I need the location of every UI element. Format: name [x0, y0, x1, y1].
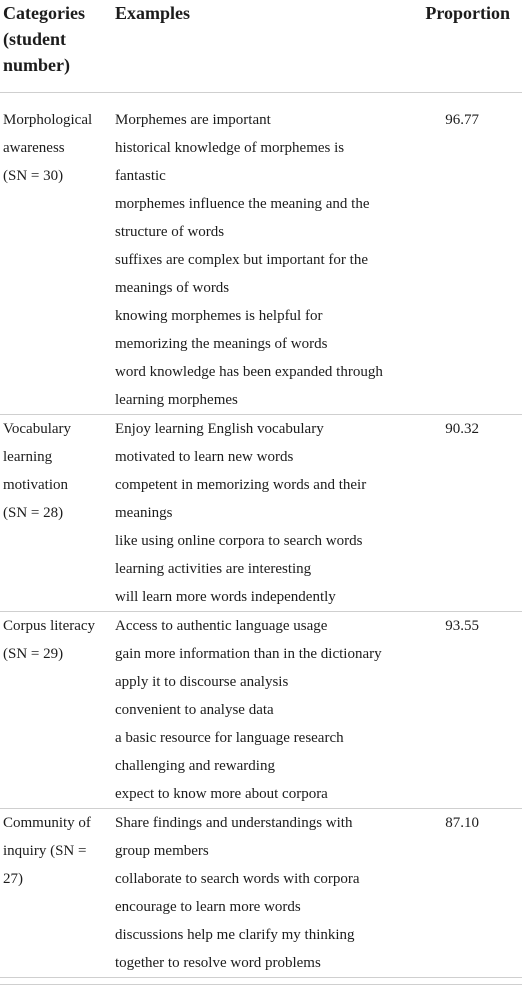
example-line: motivated to learn new words — [115, 449, 294, 465]
category-line: learning — [3, 449, 53, 465]
examples-cell — [115, 612, 415, 808]
example-line: meanings of words — [115, 280, 230, 296]
table-row — [0, 106, 522, 415]
category-line: (SN = 30) — [3, 168, 64, 184]
example-line: gain more information than in the dictionary — [115, 646, 382, 662]
example-line: memorizing the meanings of words — [115, 336, 328, 352]
example-line: expect to know more about corpora — [115, 786, 328, 802]
category-cell — [3, 106, 111, 190]
proportion-cell: 93.55 — [445, 618, 479, 634]
proportion-cell: 90.32 — [445, 421, 479, 437]
proportion-cell: 87.10 — [445, 815, 479, 831]
table-row — [0, 415, 522, 612]
example-line: encourage to learn more words — [115, 899, 301, 915]
category-line: Community of — [3, 815, 91, 831]
example-line: word knowledge has been expanded through — [115, 364, 383, 380]
example-line: challenging and rewarding — [115, 758, 275, 774]
header-proportion: Proportion — [425, 3, 510, 23]
category-line: Morphological — [3, 112, 93, 128]
example-line: structure of words — [115, 224, 225, 240]
examples-cell — [115, 809, 415, 977]
example-line: Access to authentic language usage — [115, 618, 328, 634]
example-line: morphemes influence the meaning and the — [115, 196, 370, 212]
example-line: will learn more words independently — [115, 589, 336, 605]
example-line: group members — [115, 843, 209, 859]
category-line: 27) — [3, 871, 23, 887]
category-line: Vocabulary — [3, 421, 72, 437]
category-line: Corpus literacy — [3, 618, 96, 634]
example-line: like using online corpora to search words — [115, 533, 363, 549]
proportion-cell: 96.77 — [445, 112, 479, 128]
examples-cell — [115, 106, 415, 414]
example-line: meanings — [115, 505, 173, 521]
example-line: convenient to analyse data — [115, 702, 274, 718]
example-line: a basic resource for language research — [115, 730, 344, 746]
example-line: discussions help me clarify my thinking — [115, 927, 355, 943]
category-cell — [3, 415, 111, 527]
table-header — [0, 0, 522, 93]
example-line: apply it to discourse analysis — [115, 674, 289, 690]
category-cell — [3, 809, 111, 893]
table-row — [0, 809, 522, 978]
category-line: inquiry (SN = — [3, 843, 87, 859]
example-line: Share findings and understandings with — [115, 815, 353, 831]
examples-cell — [115, 415, 415, 611]
example-line: suffixes are complex but important for the — [115, 252, 368, 268]
bottom-rule — [0, 984, 522, 985]
category-line: (SN = 28) — [3, 505, 64, 521]
example-line: fantastic — [115, 168, 166, 184]
table-body — [0, 106, 522, 978]
category-line: (SN = 29) — [3, 646, 64, 662]
header-categories: Categories (student number) — [3, 3, 85, 75]
category-cell — [3, 612, 111, 668]
header-examples: Examples — [115, 3, 191, 23]
example-line: learning morphemes — [115, 392, 238, 408]
example-line: learning activities are interesting — [115, 561, 312, 577]
example-line: knowing morphemes is helpful for — [115, 308, 323, 324]
example-line: Morphemes are important — [115, 112, 271, 128]
example-line: collaborate to search words with corpora — [115, 871, 360, 887]
example-line: together to resolve word problems — [115, 955, 321, 971]
category-line: motivation — [3, 477, 68, 493]
example-line: historical knowledge of morphemes is — [115, 140, 345, 156]
category-line: awareness — [3, 140, 65, 156]
table-row — [0, 612, 522, 809]
example-line: Enjoy learning English vocabulary — [115, 421, 324, 437]
example-line: competent in memorizing words and their — [115, 477, 367, 493]
